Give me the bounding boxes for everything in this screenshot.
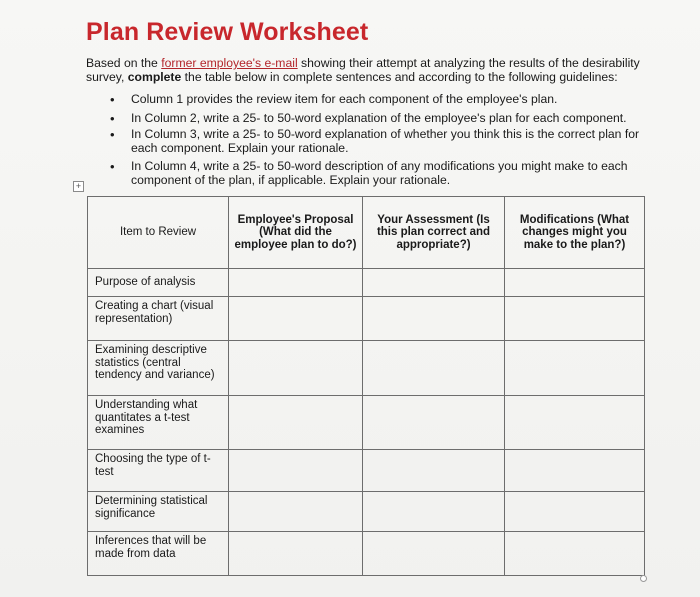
table-row [88,396,645,450]
header-item-to-review: Item to Review [88,197,229,269]
review-item-cell: Examining descriptive statistics (central tendency and variance) [88,341,229,396]
guideline-item: • In Column 3, write a 25- to 50-word explanation of whether you think this is the correct plan for each component. Explain your rationale. [110,128,655,155]
table-row [88,269,645,297]
modifications-cell[interactable] [505,297,645,341]
guideline-item: • In Column 2, write a 25- to 50-word explanation of the employee's plan for each component. [110,112,655,126]
review-item-cell: Choosing the type of t-test [88,450,229,492]
assessment-cell[interactable] [363,269,505,297]
modifications-cell[interactable] [505,450,645,492]
proposal-cell[interactable] [229,396,363,450]
intro-bold-word: complete [127,70,182,84]
guideline-item: • In Column 4, write a 25- to 50-word description of any modifications you might make to each component of the plan, if applicable. Explain your rationale. [110,160,655,187]
assessment-cell[interactable] [363,450,505,492]
intro-text-middle: showing their attempt at analyzing the results of the desirability survey, [86,56,640,84]
intro-text-end: the table below in complete sentences and according to the following guidelines: [181,70,618,84]
intro-paragraph [86,56,656,84]
assessment-cell[interactable] [363,297,505,341]
table-row [88,532,645,576]
proposal-cell[interactable] [229,269,363,297]
proposal-cell[interactable] [229,450,363,492]
review-item-cell: Understanding what quantitates a t-test examines [88,396,229,450]
review-table [87,196,645,576]
review-item-cell: Determining statistical significance [88,492,229,532]
proposal-cell[interactable] [229,492,363,532]
review-item-cell: Purpose of analysis [88,269,229,297]
modifications-cell[interactable] [505,492,645,532]
header-modifications: Modifications (What changes might you make to the plan?) [505,197,645,269]
table-row [88,297,645,341]
review-item-cell: Inferences that will be made from data [88,532,229,576]
resize-handle-icon[interactable] [640,575,647,582]
assessment-cell[interactable] [363,341,505,396]
email-link[interactable]: former employee's e-mail [161,56,298,70]
table-row [88,492,645,532]
proposal-cell[interactable] [229,532,363,576]
assessment-cell[interactable] [363,396,505,450]
page-title: Plan Review Worksheet [86,18,369,46]
modifications-cell[interactable] [505,396,645,450]
table-row [88,450,645,492]
review-item-cell: Creating a chart (visual representation) [88,297,229,341]
assessment-cell[interactable] [363,492,505,532]
proposal-cell[interactable] [229,341,363,396]
guidelines-list [110,93,655,190]
guideline-item: • Column 1 provides the review item for each component of the employee's plan. [110,93,655,107]
move-cross-icon[interactable]: + [73,181,84,192]
header-your-assessment: Your Assessment (Is this plan correct and appropriate?) [363,197,505,269]
modifications-cell[interactable] [505,532,645,576]
assessment-cell[interactable] [363,532,505,576]
table-header-row [88,197,645,269]
modifications-cell[interactable] [505,269,645,297]
header-employee-proposal: Employee's Proposal (What did the employee plan to do?) [229,197,363,269]
modifications-cell[interactable] [505,341,645,396]
table-row [88,341,645,396]
proposal-cell[interactable] [229,297,363,341]
intro-text-start: Based on the [86,56,162,70]
